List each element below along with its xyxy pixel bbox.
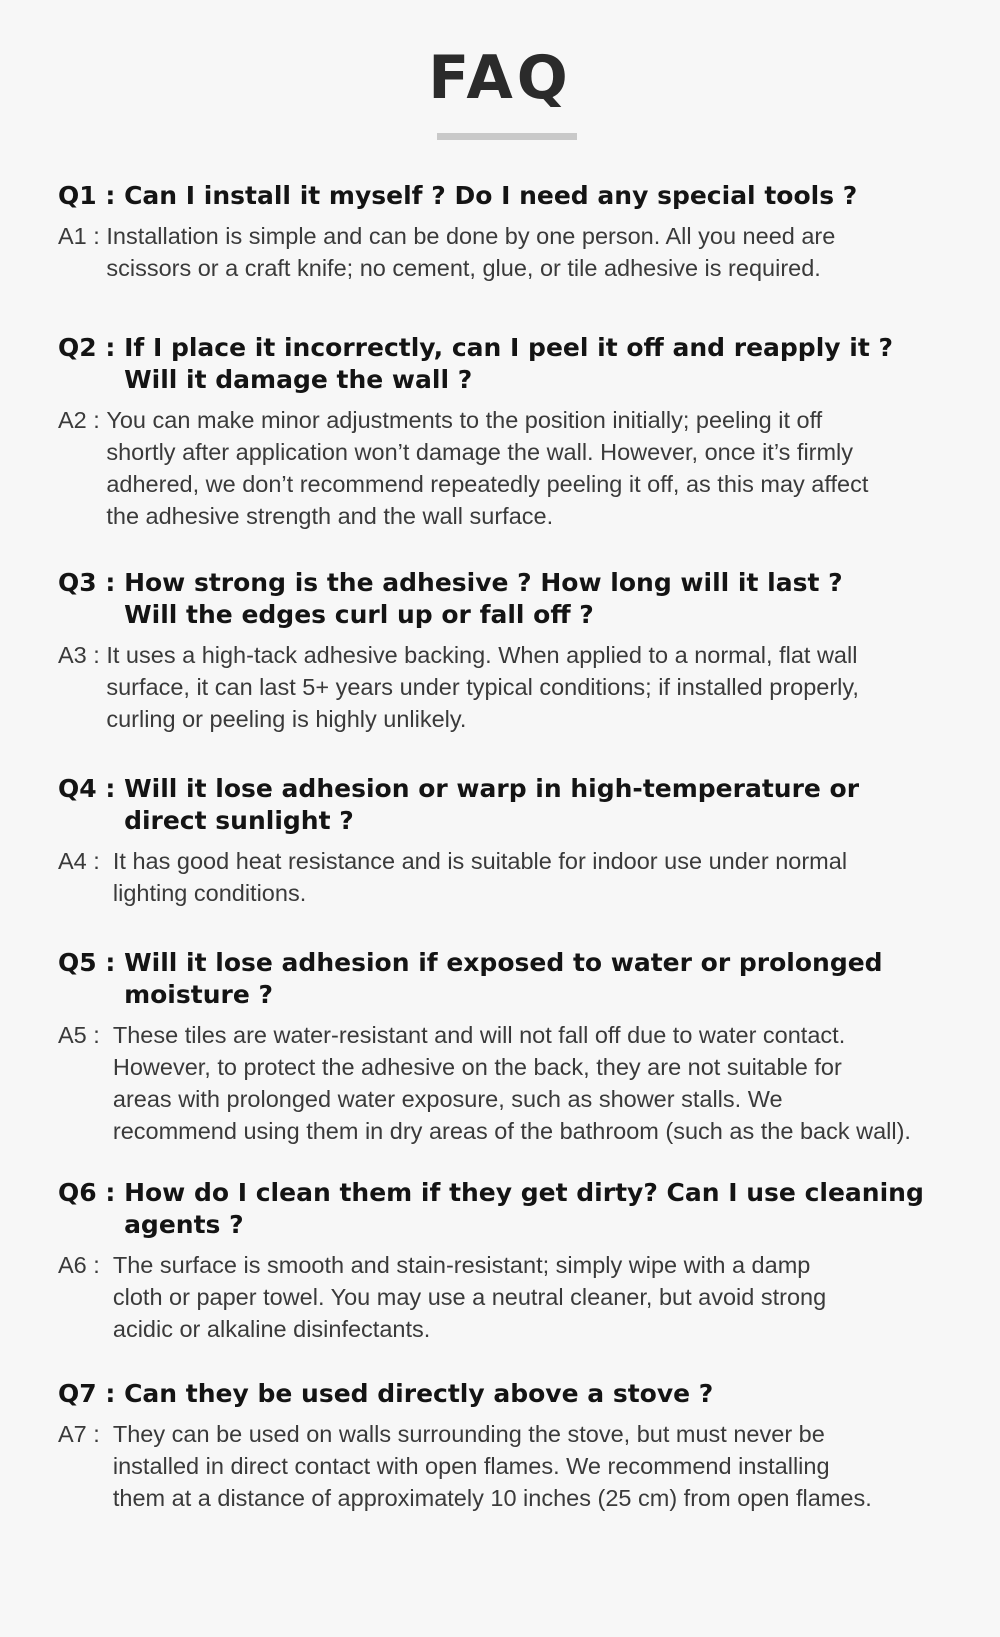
question-line: direct sunlight ? <box>124 806 354 835</box>
question-text <box>124 947 883 1011</box>
faq-item <box>58 567 958 735</box>
answer-line: the adhesive strength and the wall surface. <box>106 503 554 529</box>
answer-line: installed in direct contact with open flames. We recommend installing <box>112 1453 830 1479</box>
answer-label: A3 : <box>58 642 107 668</box>
answer-text <box>106 404 868 532</box>
answer-line: adhered, we don’t recommend repeatedly peeling it off, as this may affect <box>106 471 869 497</box>
question-text <box>124 567 843 631</box>
answer-text <box>106 639 859 735</box>
answer-label: A6 : <box>58 1252 113 1278</box>
faq-question <box>58 773 958 837</box>
faq-item <box>58 180 958 284</box>
answer-label: A5 : <box>58 1022 113 1048</box>
question-line: moisture ? <box>124 980 273 1009</box>
question-line: Can I install it myself ? Do I need any special tools ? <box>124 181 858 210</box>
answer-line: It uses a high-tack adhesive backing. When applied to a normal, flat wall <box>106 642 858 668</box>
question-line: Will it lose adhesion or warp in high-temperature or <box>124 774 860 803</box>
faq-answer <box>58 845 958 909</box>
question-label: Q7 : <box>58 1379 125 1408</box>
answer-line: scissors or a craft knife; no cement, glue, or tile adhesive is required. <box>106 255 821 281</box>
question-line: How strong is the adhesive ? How long will it last ? <box>124 568 843 597</box>
answer-text <box>113 1019 911 1147</box>
faq-answer <box>58 404 958 532</box>
answer-line: surface, it can last 5+ years under typical conditions; if installed properly, <box>106 674 859 700</box>
answer-text <box>113 845 847 909</box>
faq-item <box>58 1177 958 1345</box>
answer-line: It has good heat resistance and is suitable for indoor use under normal <box>112 848 848 874</box>
answer-line: They can be used on walls surrounding the stove, but must never be <box>112 1421 825 1447</box>
faq-answer <box>58 639 958 735</box>
question-line: Can they be used directly above a stove ? <box>124 1379 714 1408</box>
question-text <box>124 1378 713 1410</box>
question-label: Q4 : <box>58 774 125 803</box>
faq-answer <box>58 220 958 284</box>
question-text <box>124 332 893 396</box>
question-line: agents ? <box>124 1210 244 1239</box>
answer-line: The surface is smooth and stain-resistant; simply wipe with a damp <box>112 1252 811 1278</box>
question-text <box>124 180 857 212</box>
faq-answer <box>58 1019 958 1147</box>
faq-question <box>58 1378 958 1410</box>
answer-line: Installation is simple and can be done by one person. All you need are <box>106 223 836 249</box>
faq-item <box>58 1378 958 1514</box>
faq-question <box>58 567 958 631</box>
question-label: Q3 : <box>58 568 125 597</box>
answer-label: A4 : <box>58 848 113 874</box>
answer-label: A2 : <box>58 407 107 433</box>
question-text <box>124 773 859 837</box>
question-text <box>124 1177 924 1241</box>
answer-line: recommend using them in dry areas of the bathroom (such as the back wall). <box>112 1118 911 1144</box>
question-label: Q1 : <box>58 181 125 210</box>
title-underline <box>437 133 577 140</box>
faq-item <box>58 947 958 1147</box>
question-line: How do I clean them if they get dirty? Can I use cleaning <box>124 1178 924 1207</box>
faq-question <box>58 1177 958 1241</box>
page-header <box>0 43 1000 113</box>
faq-question <box>58 332 958 396</box>
question-label: Q6 : <box>58 1178 125 1207</box>
answer-line: lighting conditions. <box>112 880 307 906</box>
question-label: Q2 : <box>58 333 125 362</box>
faq-answer <box>58 1249 958 1345</box>
faq-answer <box>58 1418 958 1514</box>
answer-text <box>113 1418 872 1514</box>
answer-line: acidic or alkaline disinfectants. <box>112 1316 431 1342</box>
faq-question <box>58 947 958 1011</box>
answer-line: However, to protect the adhesive on the back, they are not suitable for <box>112 1054 842 1080</box>
answer-line: These tiles are water-resistant and will not fall off due to water contact. <box>112 1022 846 1048</box>
faq-item <box>58 773 958 909</box>
answer-text <box>113 1249 826 1345</box>
answer-label: A1 : <box>58 223 107 249</box>
answer-label: A7 : <box>58 1421 113 1447</box>
answer-line: areas with prolonged water exposure, such as shower stalls. We <box>112 1086 783 1112</box>
question-line: Will it damage the wall ? <box>124 365 473 394</box>
question-line: Will the edges curl up or fall off ? <box>124 600 594 629</box>
answer-text <box>106 220 835 284</box>
faq-question <box>58 180 958 212</box>
answer-line: cloth or paper towel. You may use a neutral cleaner, but avoid strong <box>112 1284 827 1310</box>
faq-item <box>58 332 958 532</box>
question-line: Will it lose adhesion if exposed to water or prolonged <box>124 948 883 977</box>
page-title: FAQ <box>428 43 572 113</box>
answer-line: them at a distance of approximately 10 inches (25 cm) from open flames. <box>112 1485 872 1511</box>
question-label: Q5 : <box>58 948 125 977</box>
answer-line: You can make minor adjustments to the position initially; peeling it off <box>106 407 823 433</box>
question-line: If I place it incorrectly, can I peel it off and reapply it ? <box>124 333 893 362</box>
answer-line: curling or peeling is highly unlikely. <box>106 706 467 732</box>
answer-line: shortly after application won’t damage the wall. However, once it’s firmly <box>106 439 854 465</box>
